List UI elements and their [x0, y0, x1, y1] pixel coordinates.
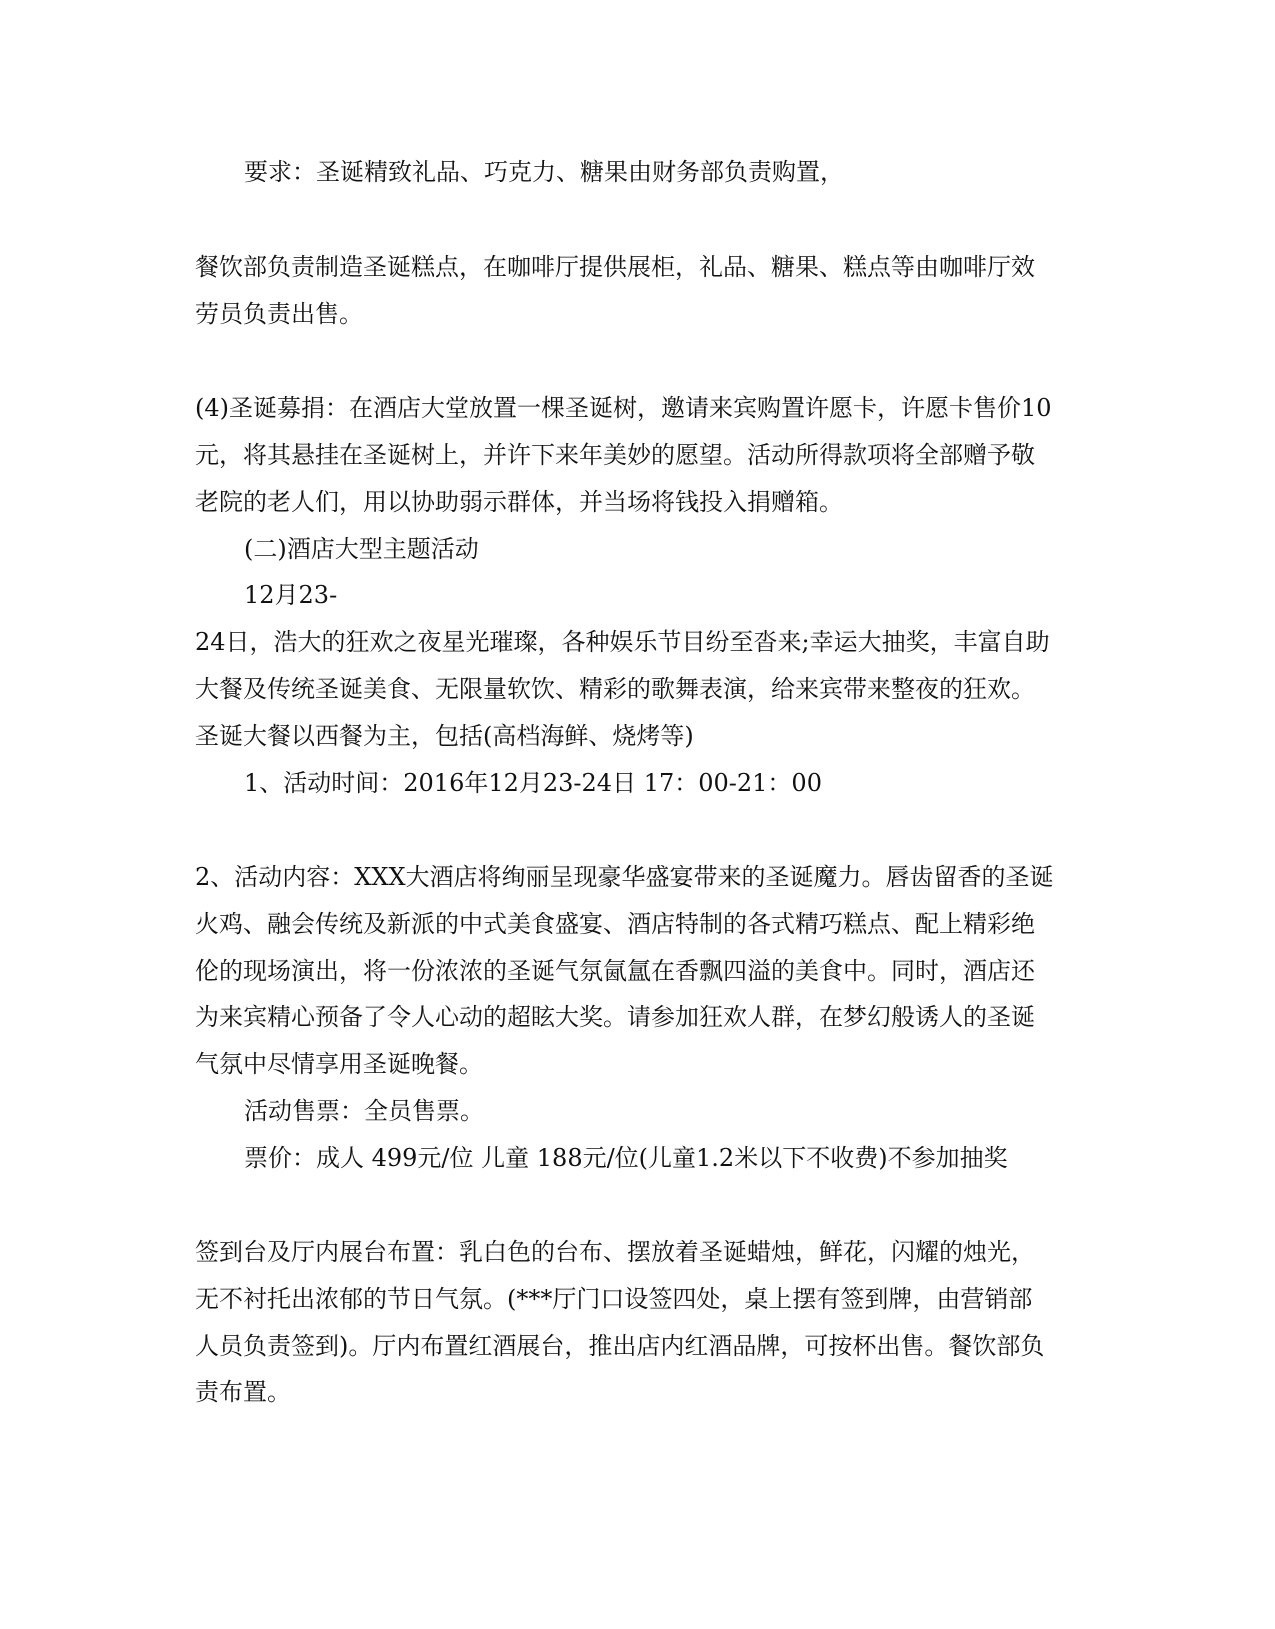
text-line: 1、活动时间：2016年12月23-24日 17：00-21：00: [244, 769, 822, 797]
text-line: 24日，浩大的狂欢之夜星光璀璨，各种娱乐节目纷至沓来;幸运大抽奖，丰富自助: [195, 628, 1050, 656]
text-line: 伦的现场演出，将一份浓浓的圣诞气氛氤氲在香飘四溢的美食中。同时，酒店还: [195, 957, 1035, 985]
section-heading: (二)酒店大型主题活动: [244, 535, 479, 563]
text-line: 2、活动内容：XXX大酒店将绚丽呈现豪华盛宴带来的圣诞魔力。唇齿留香的圣诞: [195, 863, 1054, 891]
text-line: (4)圣诞募捐：在酒店大堂放置一棵圣诞树，邀请来宾购置许愿卡，许愿卡售价10: [195, 394, 1052, 422]
text-line: 票价：成人 499元/位 儿童 188元/位(儿童1.2米以下不收费)不参加抽奖: [244, 1144, 1008, 1172]
text-line: 无不衬托出浓郁的节日气氛。(***厅门口设签四处，桌上摆有签到牌，由营销部: [195, 1285, 1033, 1313]
text-line: 活动售票：全员售票。: [244, 1097, 484, 1125]
text-line: 元，将其悬挂在圣诞树上，并许下来年美妙的愿望。活动所得款项将全部赠予敬: [195, 441, 1035, 469]
text-line: 要求：圣诞精致礼品、巧克力、糖果由财务部负责购置，: [244, 158, 844, 186]
text-line: 火鸡、融会传统及新派的中式美食盛宴、酒店特制的各式精巧糕点、配上精彩绝: [195, 910, 1035, 938]
text-line: 气氛中尽情享用圣诞晚餐。: [195, 1050, 483, 1078]
text-line: 餐饮部负责制造圣诞糕点，在咖啡厅提供展柜，礼品、糖果、糕点等由咖啡厅效: [195, 253, 1035, 281]
text-line: 人员负责签到)。厅内布置红酒展台，推出店内红酒品牌，可按杯出售。餐饮部负: [195, 1332, 1045, 1360]
text-line: 为来宾精心预备了令人心动的超眩大奖。请参加狂欢人群，在梦幻般诱人的圣诞: [195, 1003, 1035, 1031]
text-line: 签到台及厅内展台布置：乳白色的台布、摆放着圣诞蜡烛，鲜花，闪耀的烛光，: [195, 1238, 1035, 1266]
text-line: 老院的老人们，用以协助弱示群体，并当场将钱投入捐赠箱。: [195, 488, 843, 516]
text-line: 12月23-: [244, 581, 338, 609]
text-line: 责布置。: [195, 1378, 291, 1406]
text-line: 劳员负责出售。: [195, 300, 363, 328]
text-line: 圣诞大餐以西餐为主，包括(高档海鲜、烧烤等): [195, 722, 694, 750]
text-line: 大餐及传统圣诞美食、无限量软饮、精彩的歌舞表演，给来宾带来整夜的狂欢。: [195, 675, 1035, 703]
